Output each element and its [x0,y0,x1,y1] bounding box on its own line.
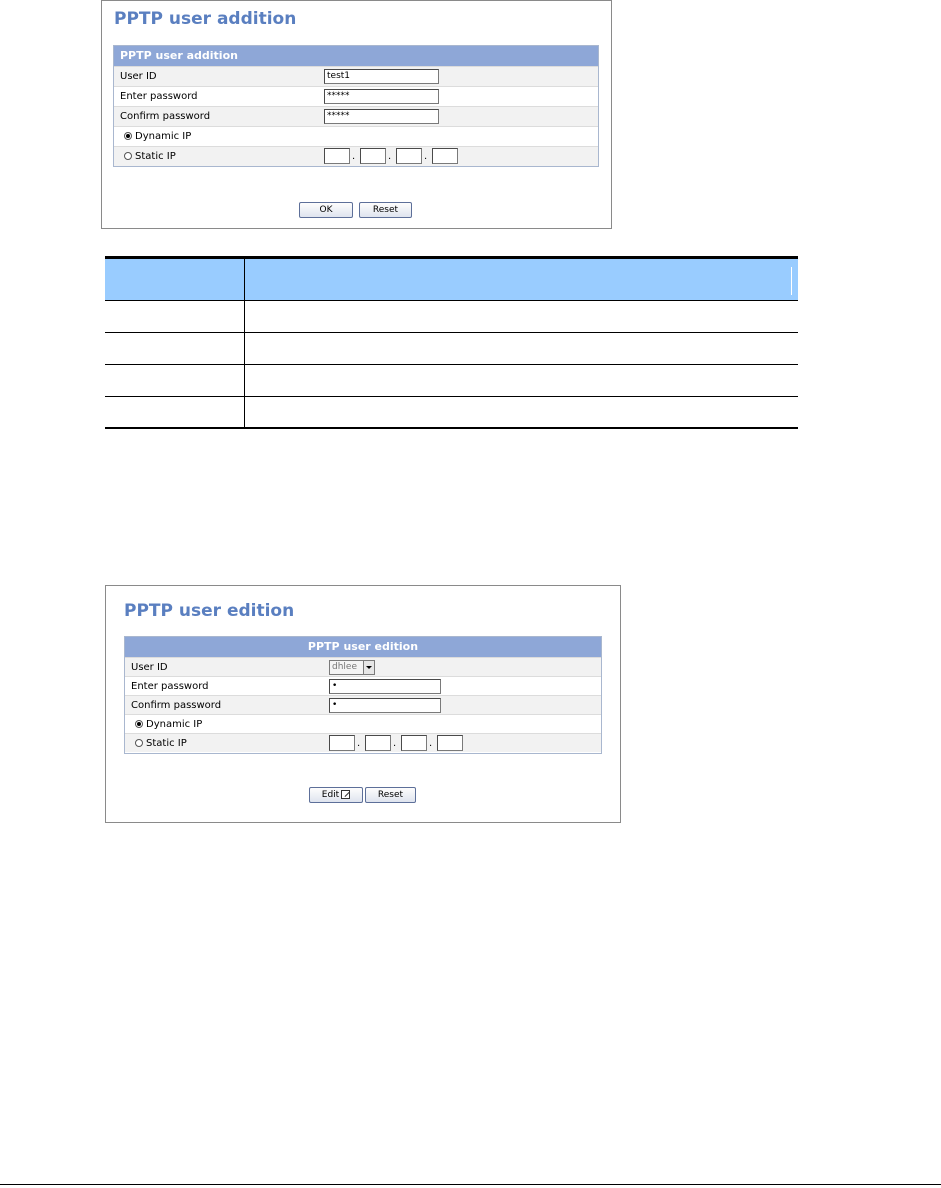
static-ip-octet-3[interactable] [396,148,422,164]
column-divider [244,397,245,429]
dynamic-ip-label: Dynamic IP [146,719,203,730]
chevron-down-icon[interactable] [363,661,374,674]
static-ip-option[interactable] [135,734,187,753]
static-ip-octet-2[interactable] [360,148,386,164]
ip-separator: . [352,151,356,162]
static-ip-row [125,733,601,752]
user-id-row [125,657,601,676]
ip-separator: . [357,738,361,749]
dynamic-ip-radio[interactable] [135,720,143,728]
column-divider [244,301,245,332]
pptp-user-edition-panel [105,585,621,823]
static-ip-octet-4[interactable] [432,148,458,164]
confirm-password-input[interactable]: • [329,698,441,713]
column-divider [244,259,245,300]
user-id-select[interactable] [329,660,375,675]
enter-password-row [114,86,598,106]
table-row [105,365,798,397]
user-id-label: User ID [131,662,168,673]
table-row [105,397,798,429]
static-ip-row [114,146,598,166]
dynamic-ip-row [114,126,598,146]
enter-password-label: Enter password [120,91,198,102]
page-title: PPTP user edition [124,601,295,621]
enter-password-input[interactable]: • [329,679,441,694]
static-ip-radio[interactable] [124,152,132,160]
ip-separator: . [388,151,392,162]
dynamic-ip-option[interactable] [124,127,191,146]
reset-button[interactable]: Reset [365,787,416,803]
ok-button[interactable]: OK [299,202,353,218]
form-header: PPTP user addition [114,46,598,66]
confirm-password-input[interactable]: ***** [324,109,439,124]
edition-form [124,636,602,754]
enter-password-label: Enter password [131,681,209,692]
table-row [105,301,798,333]
ip-separator: . [424,151,428,162]
user-id-selected-value: dhlee [332,662,357,672]
dynamic-ip-option[interactable] [135,715,202,734]
column-divider [244,333,245,364]
enter-password-input[interactable]: ***** [324,89,439,104]
dynamic-ip-radio[interactable] [124,132,132,140]
page-title: PPTP user addition [114,9,297,29]
header-edge-mark [791,267,792,295]
static-ip-option[interactable] [124,147,176,166]
confirm-password-label: Confirm password [120,111,211,122]
static-ip-radio[interactable] [135,739,143,747]
enter-password-row [125,676,601,695]
ip-separator: . [393,738,397,749]
description-table [105,256,798,429]
static-ip-octet-3[interactable] [401,735,427,751]
user-id-row [114,66,598,86]
reset-button[interactable]: Reset [359,202,412,218]
static-ip-label: Static IP [146,738,187,749]
edit-button[interactable] [309,787,363,803]
pptp-user-addition-panel [101,0,612,229]
form-header: PPTP user edition [125,637,601,657]
user-id-input[interactable]: test1 [324,69,439,84]
static-ip-label: Static IP [135,151,176,162]
static-ip-octet-1[interactable] [324,148,350,164]
column-divider [244,365,245,396]
ip-separator: . [429,738,433,749]
user-id-label: User ID [120,71,157,82]
table-row [105,333,798,365]
static-ip-octet-2[interactable] [365,735,391,751]
confirm-password-row [125,695,601,714]
dynamic-ip-row [125,714,601,733]
static-ip-octet-1[interactable] [329,735,355,751]
edit-button-label: Edit [321,790,340,800]
confirm-password-row [114,106,598,126]
confirm-password-label: Confirm password [131,700,222,711]
table-header [105,259,798,301]
static-ip-octet-4[interactable] [437,735,463,751]
addition-form [113,45,599,167]
dynamic-ip-label: Dynamic IP [135,131,192,142]
edit-pencil-icon [341,790,350,799]
page-footer-rule [0,1184,941,1185]
